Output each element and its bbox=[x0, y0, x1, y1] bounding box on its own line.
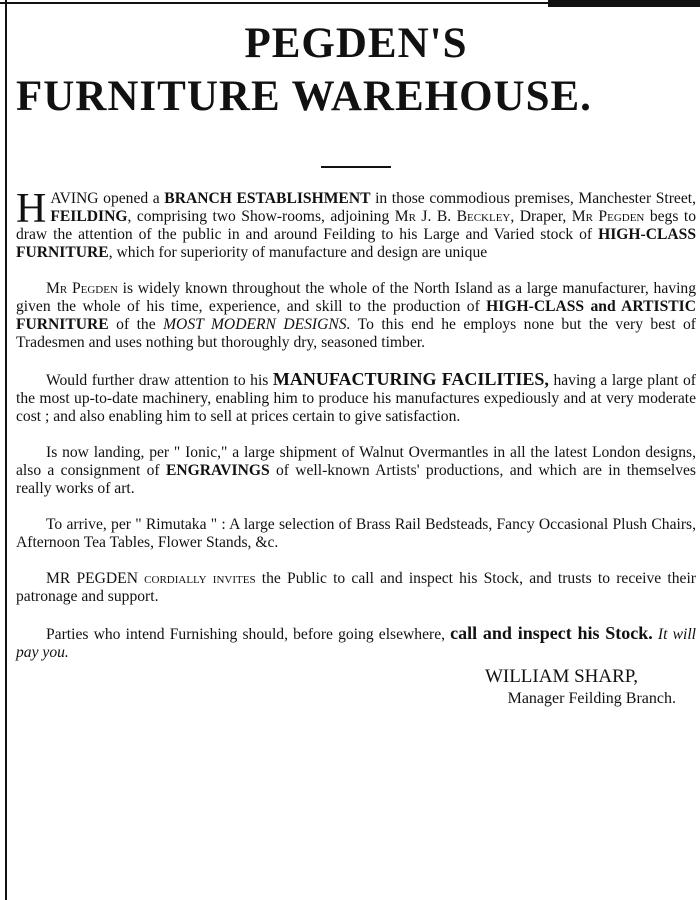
p3-text-b: MANUFACTURING FACILITIES, bbox=[272, 369, 549, 389]
p3-text-a: Would further draw attention to his bbox=[46, 372, 273, 389]
headline-line-2: FURNITURE WAREHOUSE. bbox=[16, 73, 592, 120]
p1-text-k: , which for superiority of manufacture and design are unique bbox=[108, 244, 488, 261]
p1-text-j: HIGH-CLASS FURNITURE bbox=[16, 226, 696, 261]
p3-text-c: having a large plant of the most up-to-date machinery, enabling him to produce his manufactures expediously and at very moderate cost ; and also enabling him to sell at prices certain to give satisfaction. bbox=[16, 372, 696, 425]
paragraph-manufacturer bbox=[16, 280, 696, 352]
paragraph-shipment bbox=[16, 444, 696, 498]
p1-text-f: Mr J. B. Beckley bbox=[394, 208, 511, 225]
p7-text-c: It will pay you. bbox=[16, 626, 696, 661]
p4-text-b: ENGRAVINGS bbox=[165, 462, 270, 479]
p1-text-a: AVING opened a bbox=[50, 190, 165, 207]
paragraph-branch-opening bbox=[16, 186, 697, 262]
p4-text-c: of well-known Artists' productions, and which are in themselves really works of art. bbox=[16, 462, 696, 497]
p2-text-e: MOST MODERN DESIGNS. bbox=[163, 316, 351, 333]
advertisement bbox=[16, 18, 696, 710]
p6-text-a: MR PEGDEN bbox=[46, 570, 138, 587]
paragraph-closing bbox=[16, 624, 696, 662]
p7-text-b: call and inspect his Stock. bbox=[450, 623, 653, 643]
p2-text-b: is widely known throughout the whole of the North Island as a large manufacturer, having given the whole of his time, experience, and skill to the production of bbox=[16, 280, 696, 315]
p2-text-d: of the bbox=[108, 316, 164, 333]
p6-text-c: the Public to call and inspect his Stock, and trusts to receive their patronage and support. bbox=[16, 570, 696, 605]
signature-name: WILLIAM SHARP, bbox=[484, 666, 638, 687]
left-column-rule bbox=[5, 0, 7, 900]
headline-divider bbox=[321, 166, 391, 168]
p1-text-i: begs to draw the attention of the public in and around Feilding to his Large and Varied stock of bbox=[16, 208, 697, 243]
signature-title: Manager Feilding Branch. bbox=[507, 690, 676, 707]
paragraph-invitation bbox=[16, 570, 696, 606]
paragraph-facilities bbox=[16, 370, 696, 426]
p1-text-e: , comprising two Show-rooms, adjoining bbox=[127, 208, 395, 225]
signature-block bbox=[16, 666, 696, 710]
p1-text-b: BRANCH ESTABLISHMENT bbox=[164, 190, 371, 207]
p2-text-a: Mr Pegden bbox=[46, 280, 118, 297]
p1-text-d: FEILDING bbox=[50, 208, 128, 225]
p6-text-b: cordially invites bbox=[137, 570, 256, 587]
headline-line-1: PEGDEN'S bbox=[244, 20, 468, 67]
top-border-rule-thick bbox=[548, 0, 700, 7]
p5-text-a: To arrive, per " Rimutaka " : A large selection of Brass Rail Bedsteads, Fancy Occasional Plush Chairs, Afternoon Tea Tables, Flower Stands, &c. bbox=[16, 516, 696, 551]
p4-text-a: Is now landing, per " Ionic," a large shipment of Walnut Overmantles in all the latest London designs, also a consignment of bbox=[16, 444, 696, 479]
p1-text-g: , Draper, bbox=[510, 208, 572, 225]
p1-text-c: in those commodious premises, Manchester Street, bbox=[370, 190, 696, 207]
p1-text-h: Mr Pegden bbox=[571, 208, 645, 225]
p2-text-f: To this end he employs none but the very best of Tradesmen and uses nothing but thoroughly dry, seasoned timber. bbox=[16, 316, 696, 351]
drop-cap: H bbox=[16, 186, 47, 232]
p7-text-a: Parties who intend Furnishing should, before going elsewhere, bbox=[46, 626, 451, 643]
p2-text-c: HIGH-CLASS and ARTISTIC FURNITURE bbox=[16, 298, 696, 333]
paragraph-arrivals bbox=[16, 516, 696, 552]
